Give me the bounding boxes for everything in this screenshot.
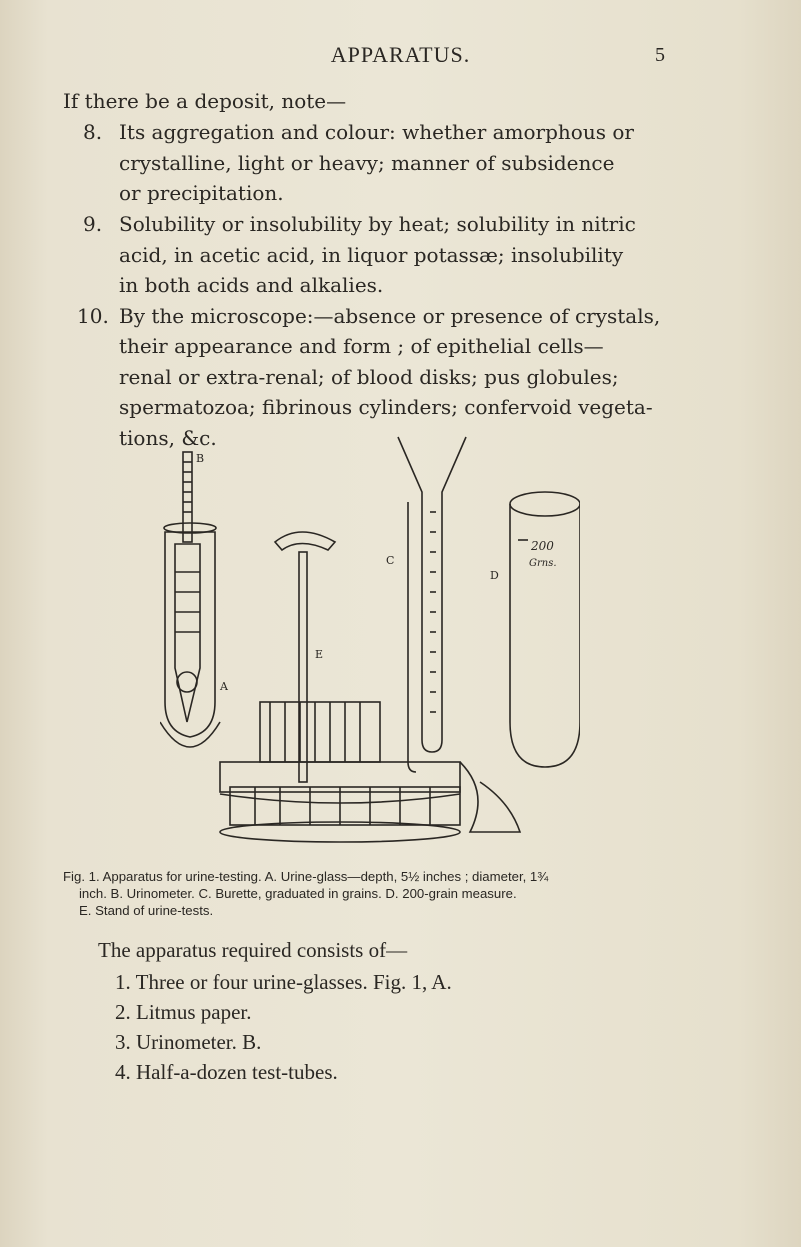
item-number: 10. <box>77 304 109 328</box>
label-e: E <box>315 648 324 661</box>
urine-glass-figure <box>160 523 220 747</box>
item-line: or precipitation. <box>119 181 284 206</box>
item-line: Its aggregation and colour: whether amorphous or <box>119 120 634 144</box>
label-d: D <box>490 569 499 582</box>
requirement-item: 2. Litmus paper. <box>115 1000 252 1024</box>
item-line: Solubility or insolubility by heat; solubility in nitric <box>119 212 636 236</box>
list-item <box>83 117 723 209</box>
requirements-intro: The apparatus required consists of— <box>98 938 408 962</box>
measure-glass-figure <box>510 492 580 767</box>
item-line: tions, &c. <box>119 425 217 450</box>
urinometer-figure <box>175 452 200 722</box>
requirement-item: 3. Urinometer. B. <box>115 1030 262 1054</box>
item-line: crystalline, light or heavy; manner of subsidence <box>119 150 615 175</box>
item-line: spermatozoa; fibrinous cylinders; confervoid vegeta- <box>119 395 653 420</box>
caption-line: Fig. 1. Apparatus for urine-testing. A. Urine-glass—depth, 5½ inches ; diameter, 1¾ <box>63 869 549 884</box>
label-measure-top: 200 <box>531 539 554 553</box>
label-a: A <box>220 680 228 693</box>
intro-paragraph: If there be a deposit, note— <box>63 89 347 113</box>
label-c: C <box>386 554 395 567</box>
caption-line: inch. B. Urinometer. C. Burette, graduated in grains. D. 200-grain measure. <box>79 886 517 901</box>
page-number: 5 <box>655 44 665 66</box>
apparatus-illustration <box>160 432 580 848</box>
burette-figure <box>398 437 520 832</box>
item-line: their appearance and form ; of epithelial cells— <box>119 334 604 359</box>
item-line: By the microscope:—absence or presence of crystals, <box>119 303 661 328</box>
item-line: renal or extra-renal; of blood disks; pus globules; <box>119 364 619 389</box>
item-number: 8. <box>83 120 103 144</box>
caption-line: E. Stand of urine-tests. <box>79 903 214 918</box>
running-header: APPARATUS. <box>330 42 471 67</box>
label-measure-unit: Grns. <box>529 558 557 569</box>
test-stand-figure <box>220 532 460 842</box>
label-b: B <box>196 452 205 465</box>
item-line: in both acids and alkalies. <box>119 273 384 298</box>
list-item <box>77 270 717 454</box>
item-number: 9. <box>83 212 103 236</box>
item-line: acid, in acetic acid, in liquor potassæ; insolubility <box>119 242 624 267</box>
figure-caption <box>63 868 738 919</box>
requirement-item: 1. Three or four urine-glasses. Fig. 1, A. <box>115 970 452 994</box>
requirement-item: 4. Half-a-dozen test-tubes. <box>115 1060 338 1084</box>
